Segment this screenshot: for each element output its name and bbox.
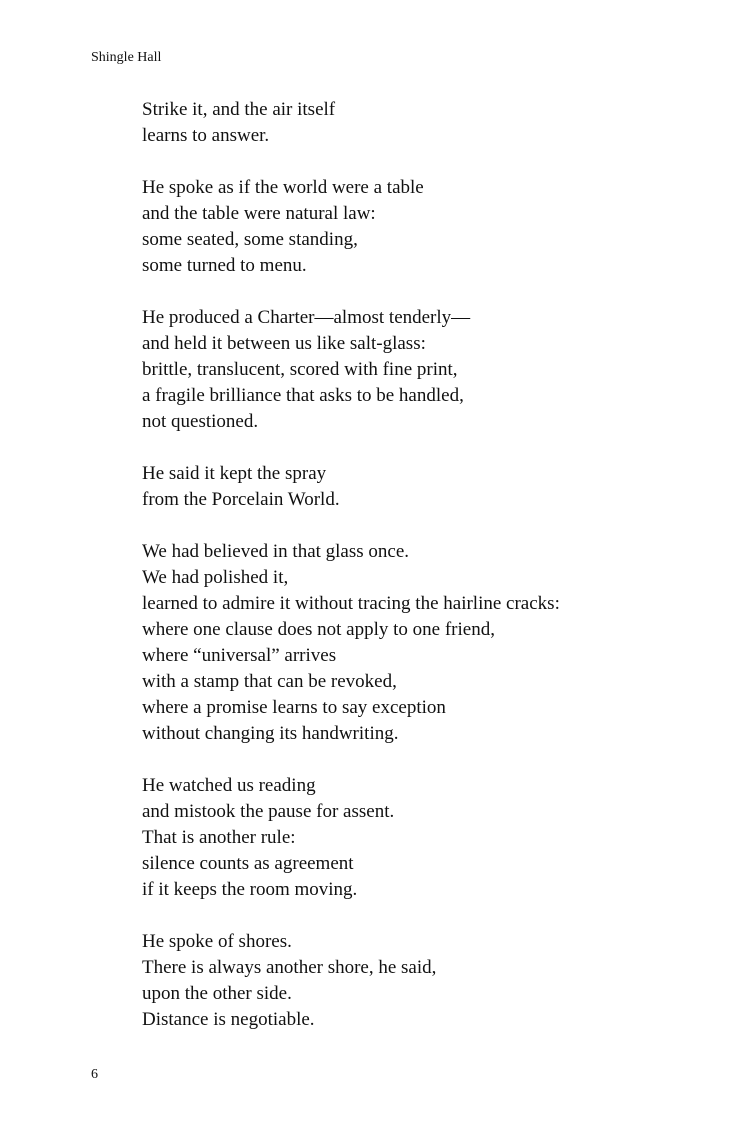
poem-line: not questioned. <box>142 411 259 432</box>
poem-line: He spoke of shores. <box>142 931 292 952</box>
poem-line: We had polished it, <box>142 567 289 588</box>
poem-line: There is always another shore, he said, <box>142 957 437 978</box>
poem-line: learned to admire it without tracing the hairline cracks: <box>142 593 560 614</box>
poem-line: where one clause does not apply to one friend, <box>142 619 495 640</box>
poem-line: He said it kept the spray <box>142 463 327 484</box>
poem-line: and held it between us like salt-glass: <box>142 333 426 354</box>
poem-line: and mistook the pause for assent. <box>142 801 395 822</box>
poem-line: with a stamp that can be revoked, <box>142 671 397 692</box>
stanza-break <box>142 903 560 929</box>
poem-line: and the table were natural law: <box>142 203 376 224</box>
poem-body <box>142 97 560 1033</box>
poem-line: Distance is negotiable. <box>142 1009 315 1030</box>
stanza-break <box>142 279 560 305</box>
stanza-break <box>142 435 560 461</box>
poem-line: upon the other side. <box>142 983 292 1004</box>
poem-line: from the Porcelain World. <box>142 489 340 510</box>
stanza-break <box>142 747 560 773</box>
poem-line: He watched us reading <box>142 775 316 796</box>
poem-line: if it keeps the room moving. <box>142 879 358 900</box>
stanza-break <box>142 513 560 539</box>
poem-line: He spoke as if the world were a table <box>142 177 424 198</box>
stanza-break <box>142 149 560 175</box>
running-header: Shingle Hall <box>91 50 162 65</box>
page-number: 6 <box>91 1067 98 1082</box>
poem-line: learns to answer. <box>142 125 270 146</box>
poem-line: a fragile brilliance that asks to be handled, <box>142 385 464 406</box>
poem-line: some seated, some standing, <box>142 229 358 250</box>
poem-line: He produced a Charter—almost tenderly— <box>142 307 471 328</box>
poem-line: where a promise learns to say exception <box>142 697 446 718</box>
poem-line: silence counts as agreement <box>142 853 354 874</box>
poem-line: Strike it, and the air itself <box>142 99 336 120</box>
poem-line: That is another rule: <box>142 827 296 848</box>
poem-line: where “universal” arrives <box>142 645 337 666</box>
poem-line: without changing its handwriting. <box>142 723 399 744</box>
poem-line: We had believed in that glass once. <box>142 541 410 562</box>
poem-line: some turned to menu. <box>142 255 307 276</box>
poem-line: brittle, translucent, scored with fine print, <box>142 359 458 380</box>
